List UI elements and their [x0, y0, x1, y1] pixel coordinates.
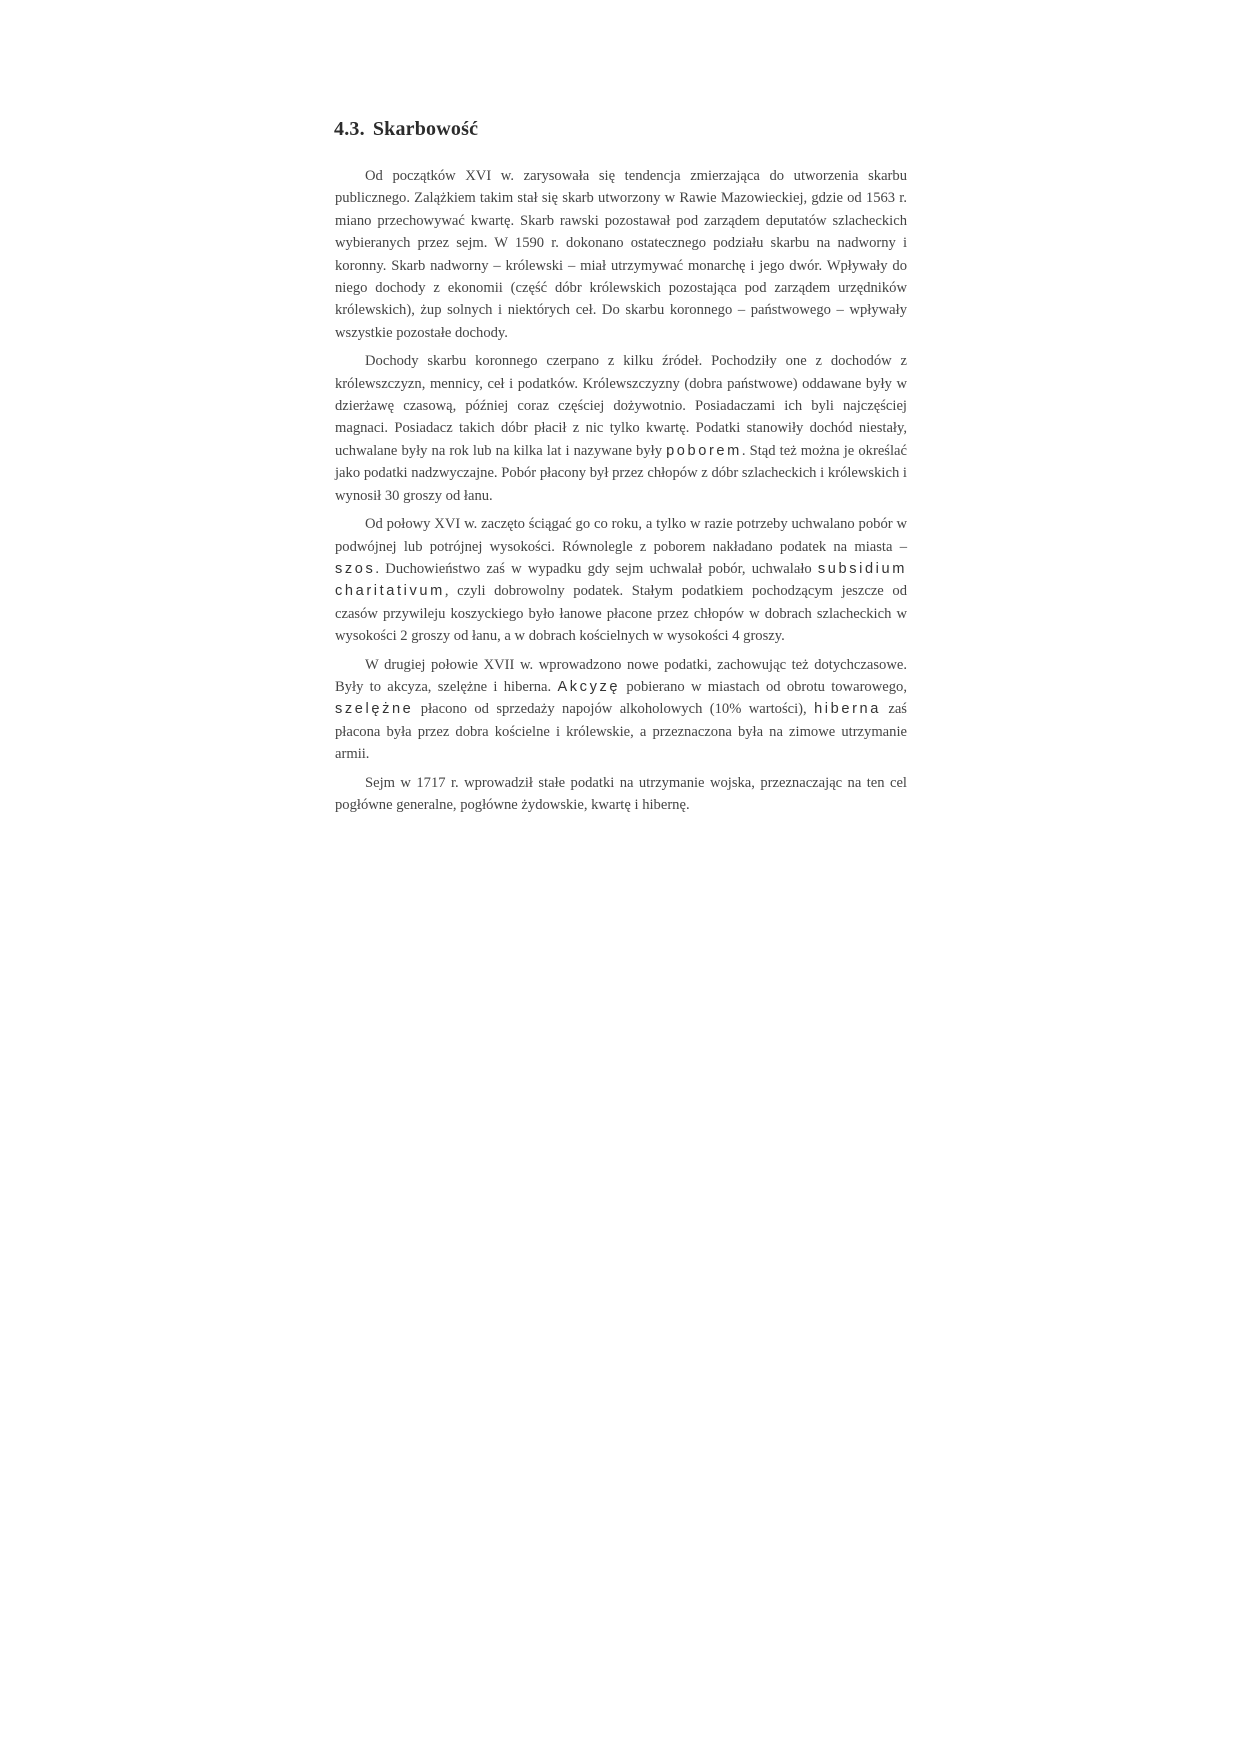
spaced-term: szelężne [335, 701, 414, 718]
paragraph [335, 350, 907, 507]
section-title: Skarbowość [372, 118, 479, 140]
spaced-term: hiberna [814, 701, 881, 718]
paragraph-text: . Duchowieństwo zaś w wypadku gdy sejm uchwalał pobór, uchwalało [375, 560, 818, 577]
document-page [335, 118, 907, 822]
section-number: 4.3. [334, 118, 365, 140]
paragraph-text: , czyli dobrowolny podatek. Stałym podatkiem pochodzącym jeszcze od czasów przywileju koszyckiego było łanowe płacone przez chłopów w dobrach szlacheckich w wysokości 2 groszy od łanu, a w dobrach kościelnych w wysokości 4 groszy. [335, 583, 907, 645]
paragraph-text: Sejm w 1717 r. wprowadził stałe podatki na utrzymanie wojska, przeznaczając na ten cel pogłówne generalne, pogłówne żydowskie, kwartę i hibernę. [335, 774, 907, 813]
spaced-term: poborem [666, 442, 742, 459]
spaced-term: subsidium charitativum [335, 560, 907, 600]
paragraph-text: W drugiej połowie XVII w. wprowadzono nowe podatki, zachowując też dotychczasowe. Były to akcyza, szelężne i hiberna. [335, 656, 907, 695]
paragraph-text: Od początków XVI w. zarysowała się tendencja zmierzająca do utworzenia skarbu publicznego. Zalążkiem takim stał się skarb utworzony w Rawie Mazowieckiej, gdzie od 1563 r. miano przechowywać kwartę. Skarb rawski pozostawał pod zarządem deputatów szlacheckich wybieranych przez sejm. W 1590 r. dokonano ostatecznego podziału skarbu na nadworny i koronny. Skarb nadworny – królewski – miał utrzymywać monarchę i jego dwór. Wpływały do niego dochody z ekonomii (część dóbr królewskich pozostająca pod zarządem urzędników królewskich), żup solnych i niektórych ceł. Do skarbu koronnego – państwowego – wpływały wszystkie pozostałe dochody. [335, 168, 907, 341]
paragraph-text: . Stąd też można je określać jako podatki nadzwyczajne. Pobór płacony był przez chłopów z dóbr szlacheckich i królewskich i wynosił 30 groszy od łanu. [335, 442, 907, 504]
paragraph [335, 165, 907, 344]
paragraph-text: płacono od sprzedaży napojów alkoholowych (10% wartości), [413, 701, 815, 718]
paragraph [335, 654, 907, 766]
paragraph-text: Dochody skarbu koronnego czerpano z kilku źródeł. Pochodziły one z dochodów z królewszczyzn, mennicy, ceł i podatków. Królewszczyzny (dobra państwowe) oddawane były w dzierżawę czasową, później coraz częściej dożywotnio. Posiadaczami ich byli najczęściej magnaci. Posiadacz takich dóbr płacił z nic tylko kwartę. Podatki stanowiły dochód niestały, uchwalane były na rok lub na kilka lat i nazywane były [335, 353, 907, 459]
paragraph-text: pobierano w miastach od obrotu towarowego, [620, 678, 907, 695]
spaced-term: szos [335, 560, 376, 577]
paragraph [335, 772, 907, 817]
spaced-term: Akcyzę [557, 678, 621, 695]
paragraph-text: zaś płacona była przez dobra kościelne i królewskie, a przeznaczona była na zimowe utrzymanie armii. [335, 701, 907, 763]
paragraph-text: Od połowy XVI w. zaczęto ściągać go co roku, a tylko w razie potrzeby uchwalano pobór w podwójnej lub potrójnej wysokości. Równolegle z poborem nakładano podatek na miasta – [335, 516, 907, 555]
section-heading [334, 118, 907, 141]
paragraph [335, 513, 907, 647]
